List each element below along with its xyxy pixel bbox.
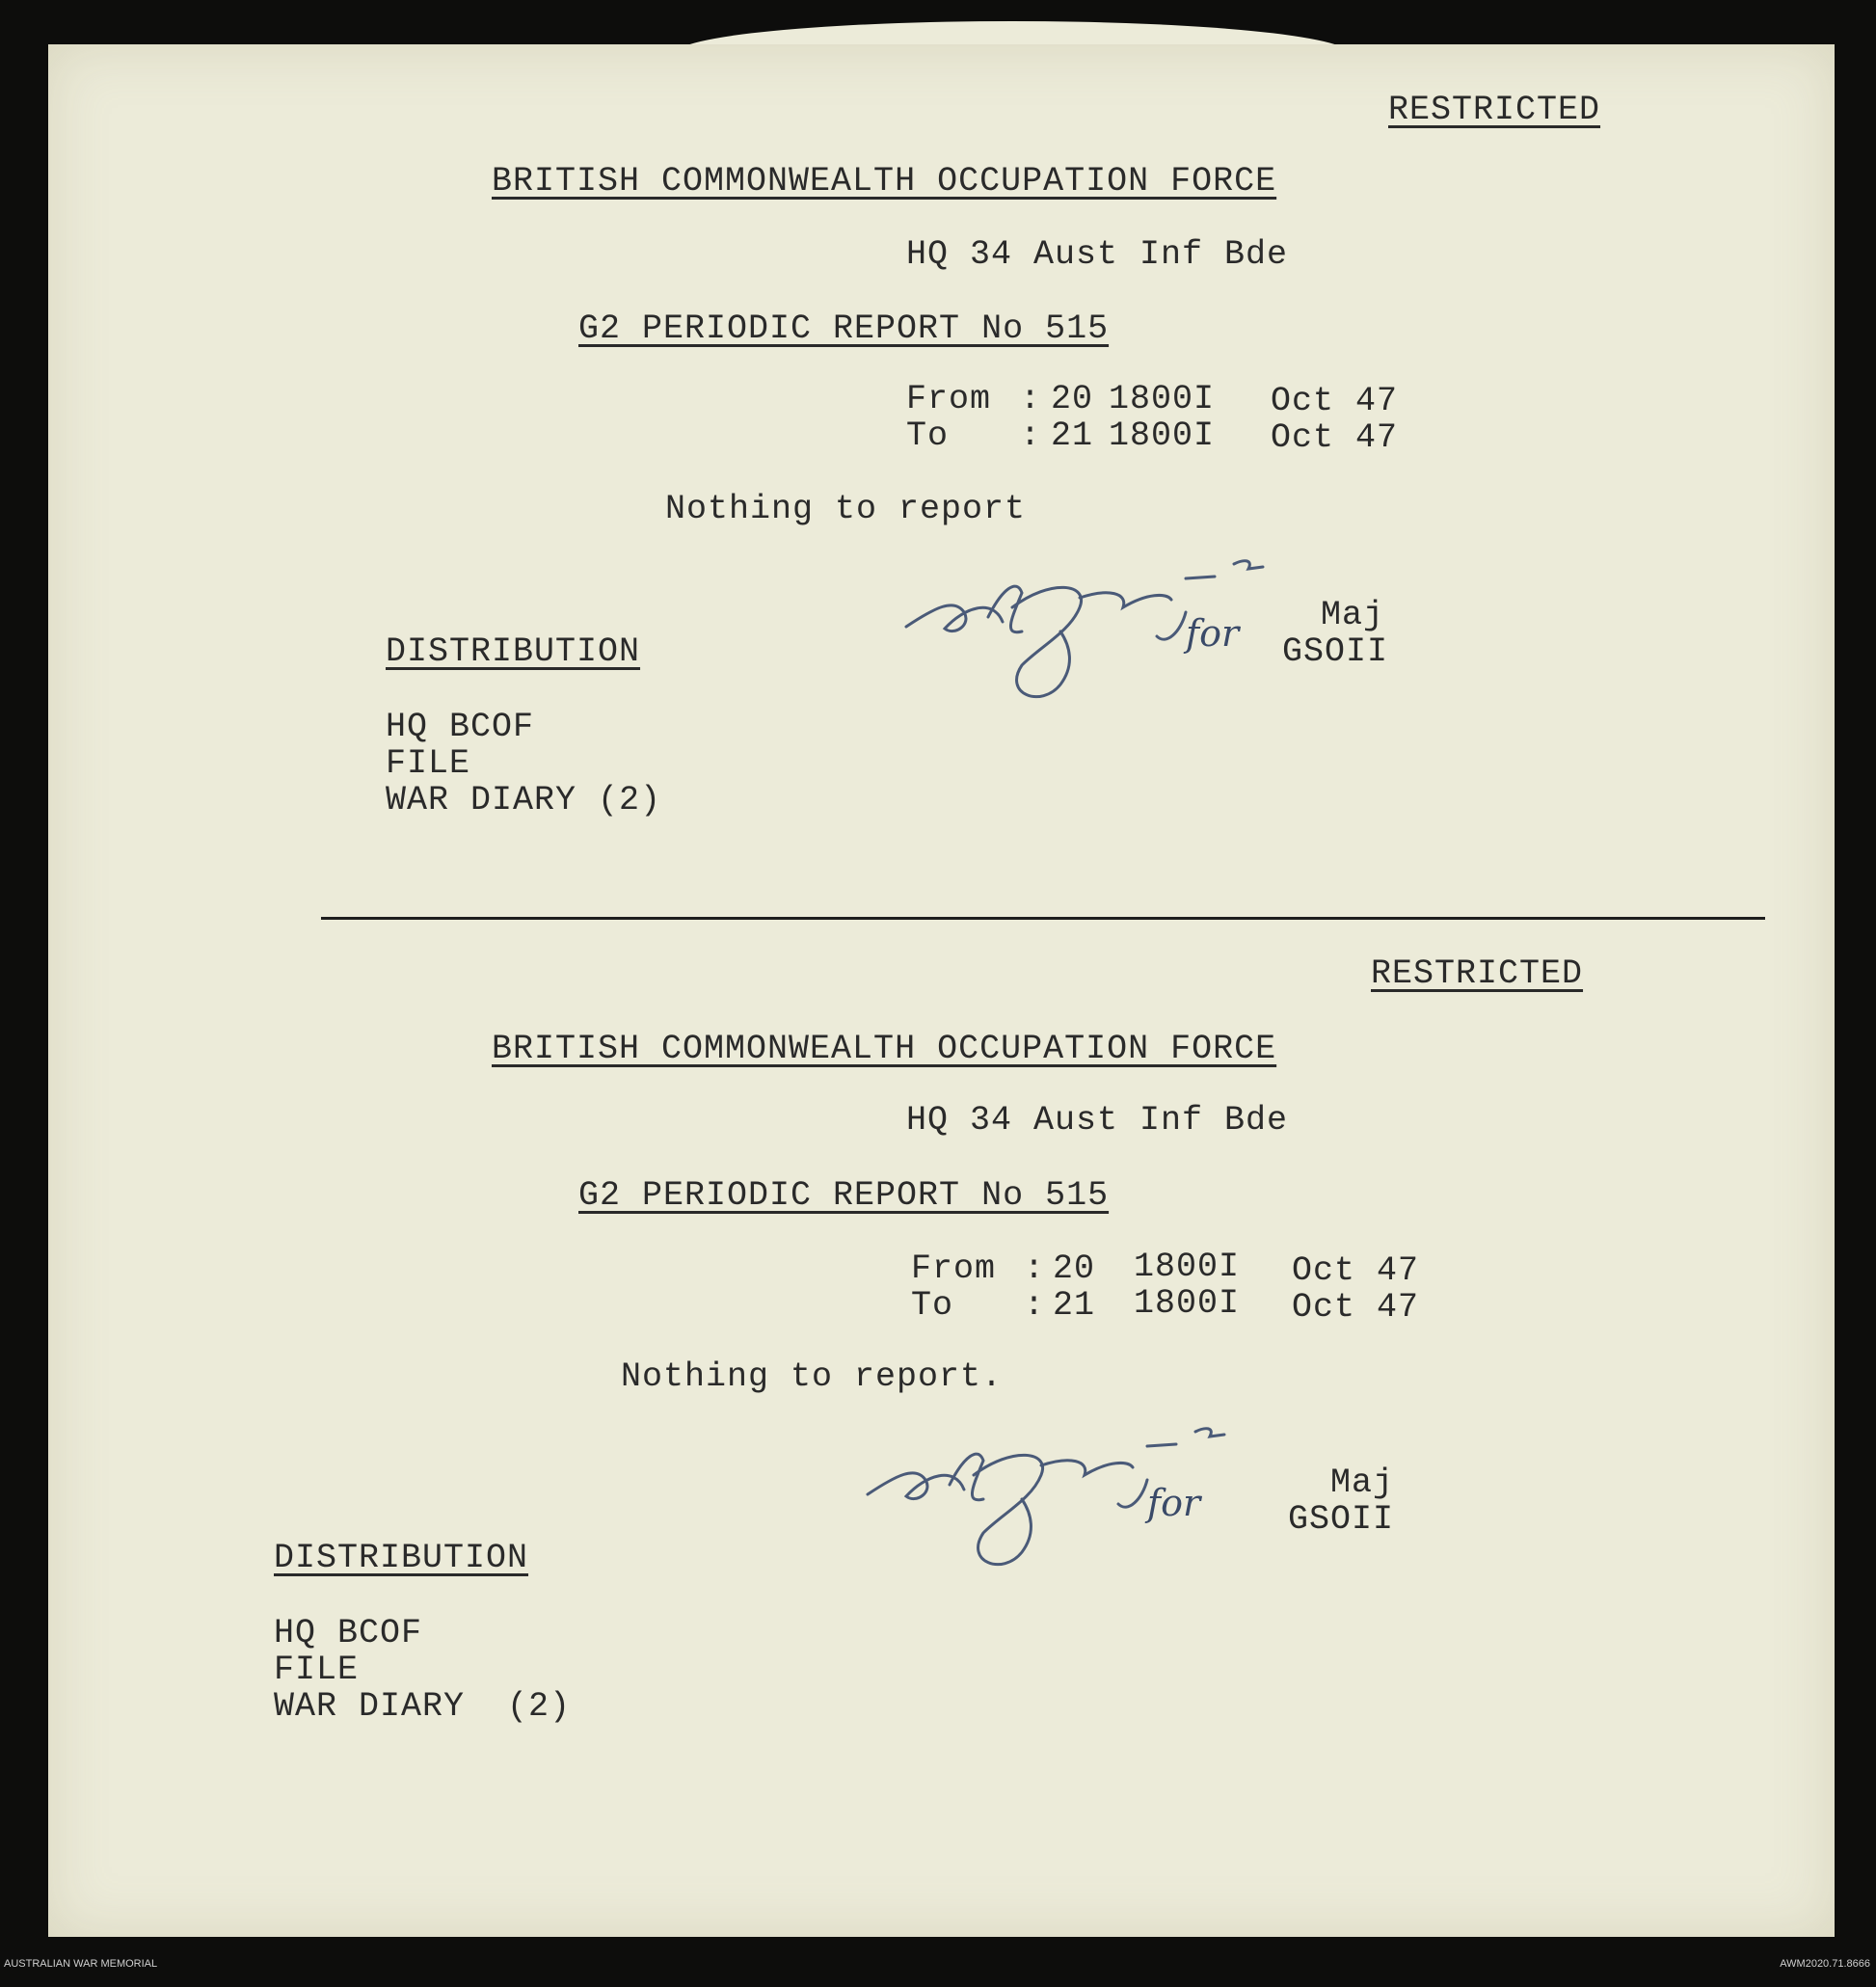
distribution-heading: DISTRIBUTION — [274, 1539, 529, 1577]
organisation-heading: BRITISH COMMONWEALTH OCCUPATION FORCE — [492, 162, 1277, 201]
to-month: Oct 47 — [1292, 1288, 1420, 1327]
from-label: From — [906, 380, 992, 418]
to-label: To — [906, 416, 950, 455]
report-body: Nothing to report — [665, 490, 1027, 528]
distribution-item: FILE — [274, 1651, 360, 1689]
distribution-item: HQ BCOF — [386, 708, 535, 746]
distribution-item: WAR DIARY (2) — [274, 1687, 572, 1726]
to-month: Oct 47 — [1271, 418, 1399, 457]
from-day: 20 — [1053, 1249, 1096, 1288]
to-time: 1800I — [1134, 1284, 1241, 1323]
to-colon: : — [1024, 1286, 1046, 1325]
report-title: G2 PERIODIC REPORT No 515 — [578, 309, 1110, 348]
signature-for-text: for — [1186, 612, 1240, 655]
distribution-item: FILE — [386, 744, 471, 783]
from-time: 1800I — [1109, 380, 1216, 418]
hq-line: HQ 34 Aust Inf Bde — [906, 1101, 1289, 1140]
hq-line: HQ 34 Aust Inf Bde — [906, 235, 1289, 274]
to-time: 1800I — [1109, 416, 1216, 455]
classification-label: RESTRICTED — [1371, 954, 1584, 993]
from-colon: : — [1020, 380, 1042, 418]
report-body: Nothing to report. — [621, 1357, 1004, 1396]
from-label: From — [911, 1249, 997, 1288]
from-colon: : — [1024, 1249, 1046, 1288]
report-title: G2 PERIODIC REPORT No 515 — [578, 1176, 1110, 1215]
to-day: 21 — [1053, 1286, 1096, 1325]
appointment: GSOII — [1282, 632, 1389, 671]
signature-for-text: for — [1147, 1482, 1201, 1524]
from-day: 20 — [1051, 380, 1094, 418]
rank: Maj — [1321, 596, 1385, 634]
report-2 — [48, 44, 1835, 1937]
distribution-item: WAR DIARY (2) — [386, 781, 662, 819]
to-label: To — [911, 1286, 954, 1325]
from-month: Oct 47 — [1292, 1251, 1420, 1290]
appointment: GSOII — [1288, 1500, 1395, 1539]
organisation-heading: BRITISH COMMONWEALTH OCCUPATION FORCE — [492, 1030, 1277, 1068]
document-page — [48, 44, 1835, 1937]
footer-left: AUSTRALIAN WAR MEMORIAL — [4, 1958, 158, 1970]
classification-label: RESTRICTED — [1388, 91, 1601, 129]
to-colon: : — [1020, 416, 1042, 455]
signature-icon — [858, 1408, 1301, 1581]
footer-right: AWM2020.71.8666 — [1780, 1958, 1870, 1970]
distribution-item: HQ BCOF — [274, 1614, 423, 1652]
rank: Maj — [1330, 1463, 1395, 1502]
distribution-heading: DISTRIBUTION — [386, 632, 641, 671]
from-time: 1800I — [1134, 1248, 1241, 1286]
from-month: Oct 47 — [1271, 382, 1399, 420]
to-day: 21 — [1051, 416, 1094, 455]
